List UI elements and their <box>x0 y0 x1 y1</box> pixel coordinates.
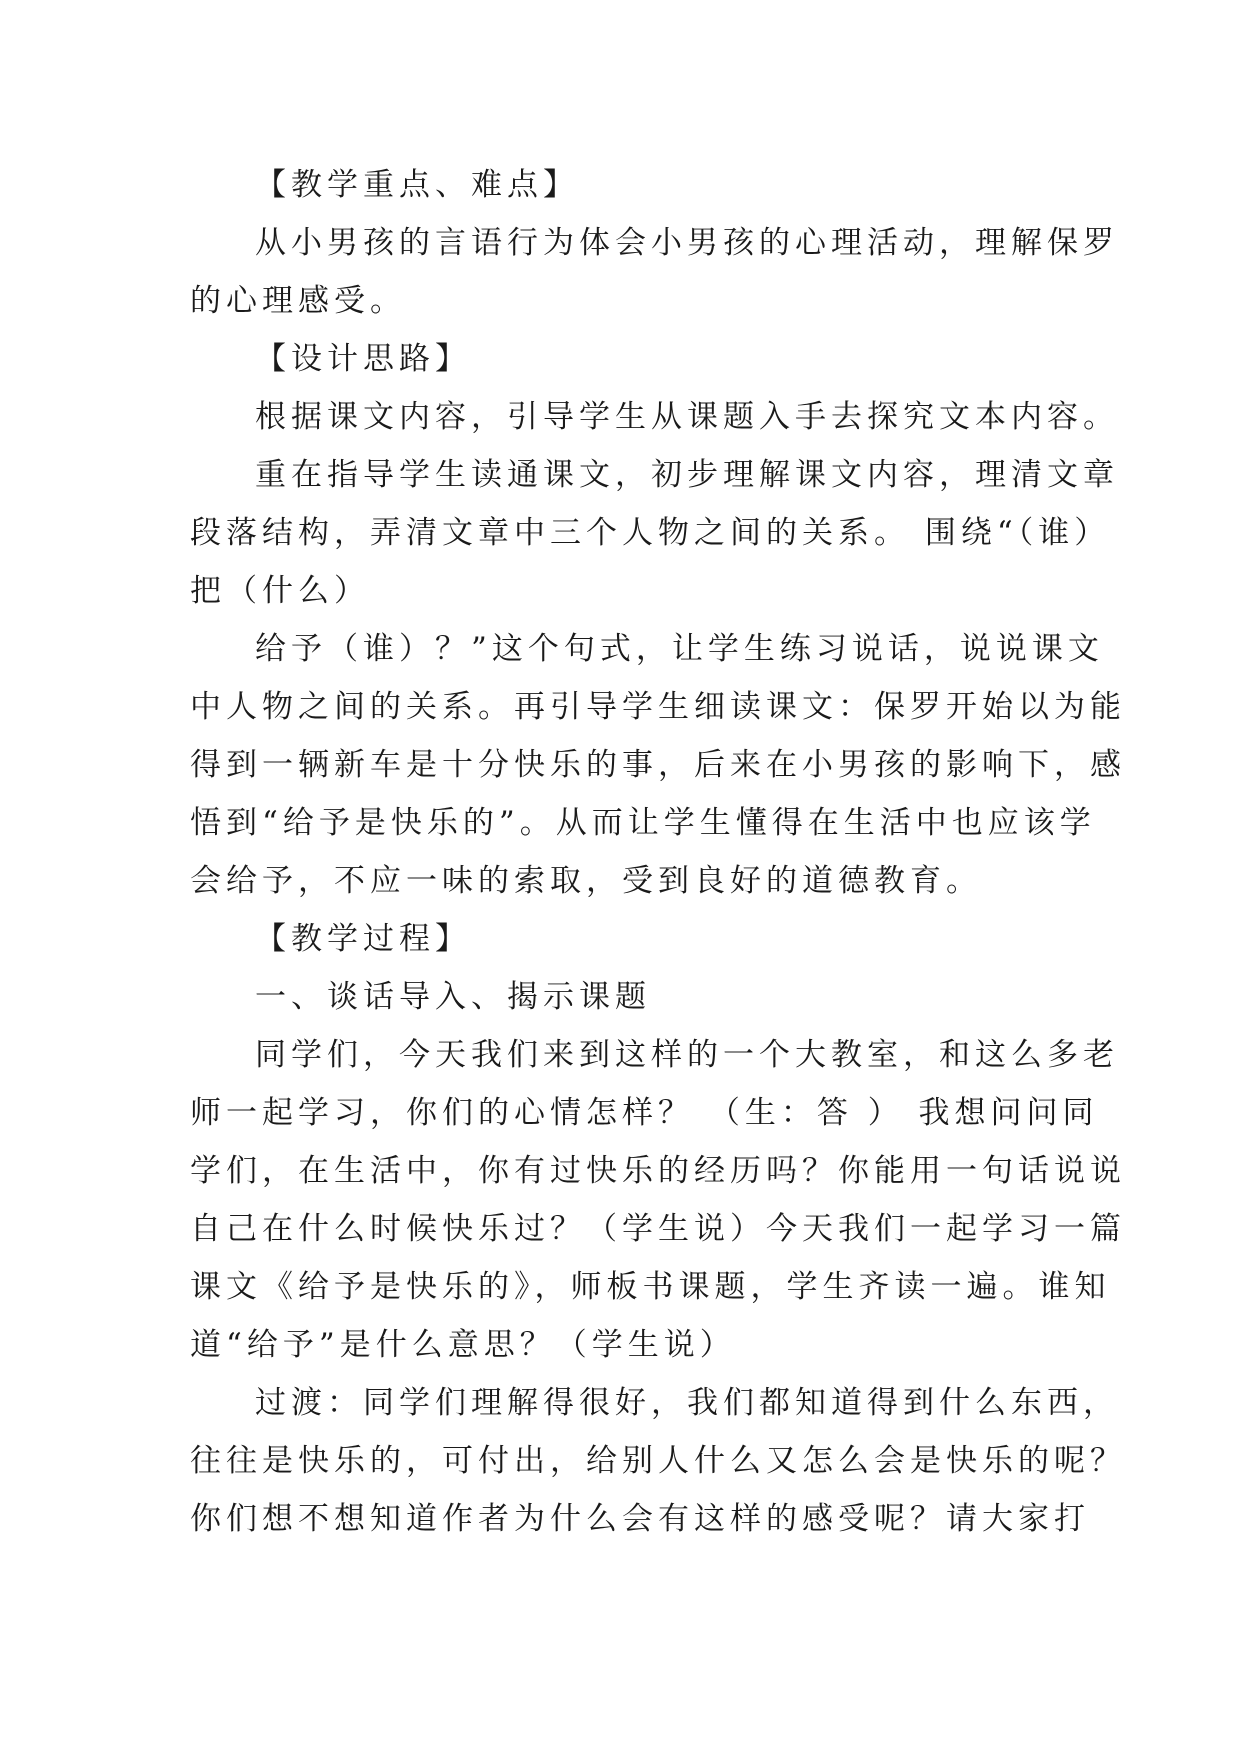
paragraph-line: 你们想不想知道作者为什么会有这样的感受呢？请大家打 <box>190 1501 1090 1537</box>
paragraph-line: 重在指导学生读通课文，初步理解课文内容，理清文章 <box>255 457 1119 493</box>
paragraph-line: 课文《给予是快乐的》，师板书课题，学生齐读一遍。谁知 <box>190 1269 1111 1305</box>
paragraph-line: 根据课文内容，引导学生从课题入手去探究文本内容。 <box>255 399 1119 435</box>
paragraph-line: 得到一辆新车是十分快乐的事，后来在小男孩的影响下，感 <box>190 747 1126 783</box>
paragraph-line: 把（什么） <box>190 573 370 609</box>
paragraph-line: 的心理感受。 <box>190 283 406 319</box>
paragraph-line: 悟到“给予是快乐的”。从而让学生懂得在生活中也应该学 <box>190 805 1096 841</box>
section-title: 一、谈话导入、揭示课题 <box>255 979 651 1015</box>
paragraph-line: 同学们，今天我们来到这样的一个大教室，和这么多老 <box>255 1037 1119 1073</box>
heading-key-points: 【教学重点、难点】 <box>255 167 579 203</box>
paragraph-line: 给予（谁）？”这个句式，让学生练习说话，说说课文 <box>255 631 1104 667</box>
paragraph-line: 师一起学习，你们的心情怎样？ （生：答 ） 我想问问同 <box>190 1095 1099 1131</box>
paragraph-line: 段落结构，弄清文章中三个人物之间的关系。 围绕“（谁） <box>190 515 1111 551</box>
paragraph-line: 往往是快乐的，可付出，给别人什么又怎么会是快乐的呢？ <box>190 1443 1126 1479</box>
paragraph-line: 学们，在生活中，你有过快乐的经历吗？你能用一句话说说 <box>190 1153 1126 1189</box>
heading-design-idea: 【设计思路】 <box>255 341 471 377</box>
paragraph-line: 道“给予”是什么意思？（学生说） <box>190 1327 736 1363</box>
paragraph-line: 自己在什么时候快乐过？（学生说）今天我们一起学习一篇 <box>190 1211 1126 1247</box>
paragraph-line: 会给予，不应一味的索取，受到良好的道德教育。 <box>190 863 982 899</box>
paragraph-line: 从小男孩的言语行为体会小男孩的心理活动，理解保罗 <box>255 225 1119 261</box>
heading-teaching-process: 【教学过程】 <box>255 921 471 957</box>
paragraph-line: 过渡：同学们理解得很好，我们都知道得到什么东西， <box>255 1385 1119 1421</box>
paragraph-line: 中人物之间的关系。再引导学生细读课文：保罗开始以为能 <box>190 689 1126 725</box>
